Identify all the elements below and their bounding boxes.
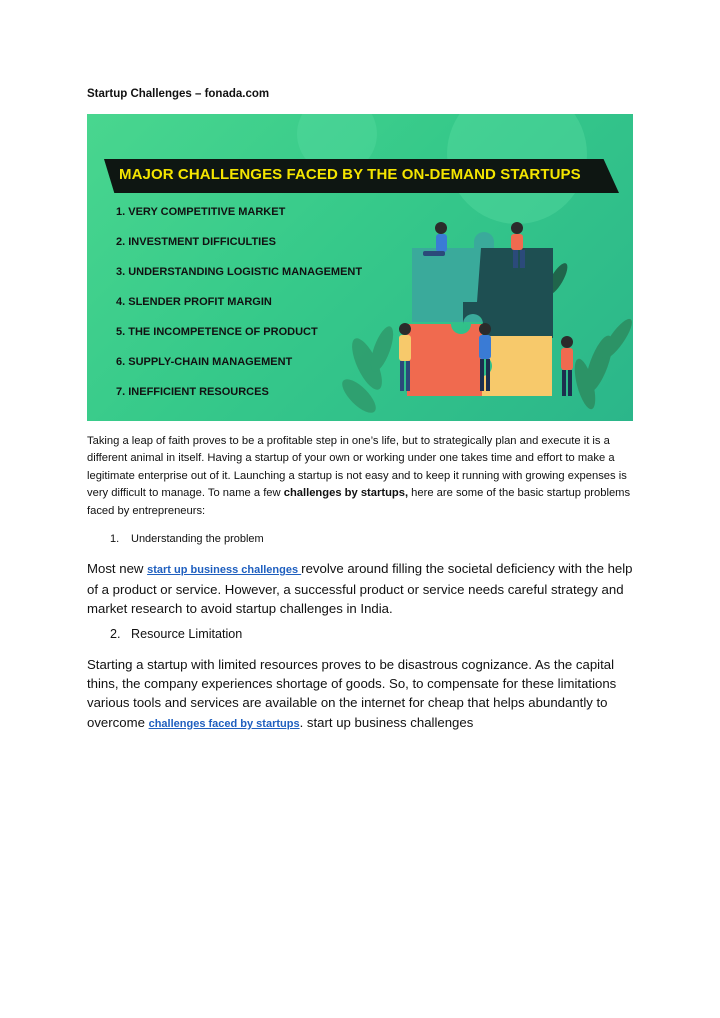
challenges-banner-image [87,114,633,421]
section-heading-text: Understanding the problem [131,533,264,545]
challenge-item: 2. INVESTMENT DIFFICULTIES [116,236,276,248]
section-2-paragraph [87,655,637,734]
challenge-item: 4. SLENDER PROFIT MARGIN [116,296,272,308]
section-heading-text: Resource Limitation [131,627,243,641]
section-1-text-end: revolve around filling the societal deficiency with the help of a product or service. However, a successful product or service needs careful strategy and market research to avoid startup challenges in India. [87,561,633,617]
section-heading-1 [110,533,264,545]
challenge-item: 5. THE INCOMPETENCE OF PRODUCT [116,326,318,338]
intro-text: Taking a leap of faith proves to be a profitable step in one’s life, but to strategically plan and execute it is a different animal in itself. Having a startup of your own or working under one takes time and effort to make a legitimate enterprise out of it. Launching a startup is not easy and to keep it running with growing expenses is very difficult to manage. To name a few [87,435,627,500]
section-1-paragraph [87,559,637,619]
list-number: 2. [110,627,121,641]
intro-text-end: here are some of the basic startup problems faced by entrepreneurs: [87,487,631,517]
list-number: 1. [110,533,120,545]
plant-right [543,260,633,411]
intro-bold-text: challenges by startups, [283,487,409,500]
start-up-business-challenges-link[interactable]: start up business challenges [147,564,302,576]
section-2-text: Starting a startup with limited resources proves to be disastrous cognizance. As the capital thins, the company experiences shortage of goods. So, to compensate for these limitations various tools and services are available on the internet for cheap that helps abundantly to overcome [87,657,617,730]
challenges-faced-by-startups-link[interactable]: challenges faced by startups [148,717,300,730]
section-heading-2 [110,627,242,641]
intro-paragraph [87,433,635,520]
challenge-item: 7. INEFFICIENT RESOURCES [116,386,269,398]
person-figure [399,323,411,391]
person-figure [561,336,573,396]
banner-heading: MAJOR CHALLENGES FACED BY THE ON-DEMAND STARTUPS [119,166,581,183]
person-figure [511,222,525,268]
document-title: Startup Challenges – fonada.com [87,88,270,100]
challenge-item: 6. SUPPLY-CHAIN MANAGEMENT [116,356,293,368]
challenge-item: 1. VERY COMPETITIVE MARKET [116,206,286,218]
section-2-text-end: . start up business challenges [299,714,474,730]
section-1-text: Most new [87,561,148,576]
challenge-item: 3. UNDERSTANDING LOGISTIC MANAGEMENT [116,266,363,278]
challenges-list [116,206,362,416]
